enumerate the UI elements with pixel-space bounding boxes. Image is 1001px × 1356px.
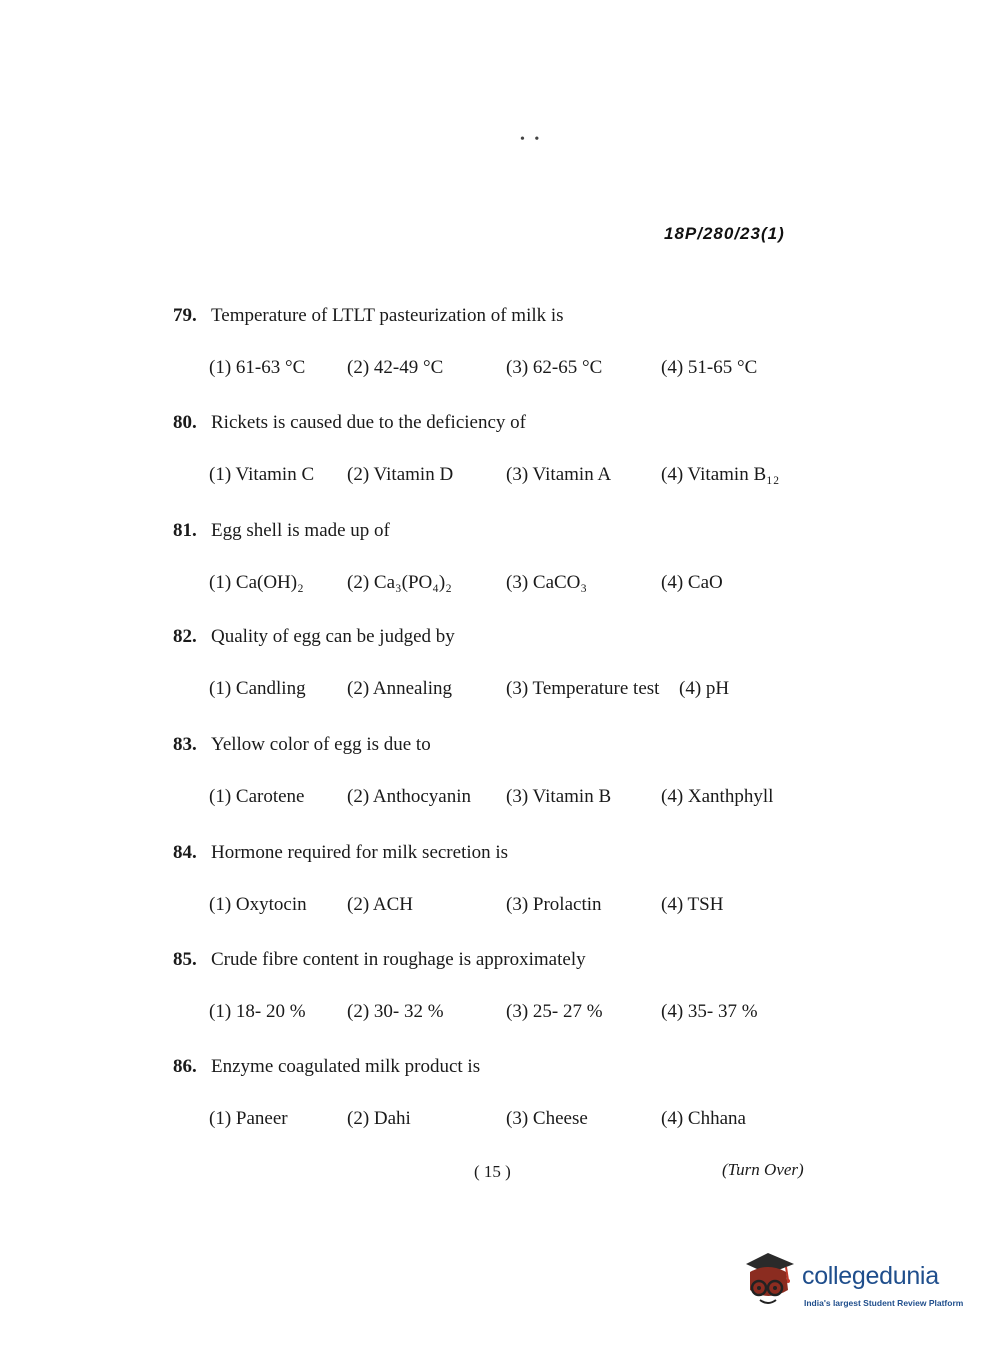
- option-row: [173, 678, 813, 702]
- question-text: Yellow color of egg is due to: [211, 734, 431, 755]
- page-number: ( 15 ): [474, 1162, 511, 1181]
- option-1: (1) Carotene: [209, 786, 305, 807]
- turn-over-note: (Turn Over): [722, 1160, 804, 1179]
- option-row: [173, 786, 813, 810]
- question-84: [173, 842, 813, 918]
- question-83: [173, 734, 813, 810]
- option-3: (3) Temperature test: [506, 678, 660, 699]
- option-1: (1) Paneer: [209, 1108, 288, 1129]
- option-2: (2) Dahi: [347, 1108, 411, 1129]
- option-1: (1) Vitamin C: [209, 464, 315, 485]
- option-4: (4) 51-65 °C: [661, 357, 758, 378]
- option-2: (2) Anthocyanin: [347, 786, 472, 807]
- question-number: 80.: [173, 412, 197, 433]
- question-text: Egg shell is made up of: [211, 520, 390, 541]
- question-number: 79.: [173, 305, 197, 326]
- option-1: (1) Oxytocin: [209, 894, 307, 915]
- option-4: (4) Xanthphyll: [661, 786, 774, 807]
- option-2: (2) Annealing: [347, 678, 453, 699]
- option-3: (3) Cheese: [506, 1108, 588, 1129]
- scan-mark: • •: [520, 132, 543, 147]
- option-row: [173, 464, 813, 488]
- question-text: Hormone required for milk secretion is: [211, 842, 509, 863]
- option-1: (1) Candling: [209, 678, 306, 699]
- option-2: (2) 42-49 °C: [347, 357, 444, 378]
- option-3: (3) 62-65 °C: [506, 357, 603, 378]
- brand-watermark[interactable]: [742, 1250, 967, 1320]
- option-3: (3) CaCO₃: [506, 572, 588, 593]
- option-1: (1) 18- 20 %: [209, 1001, 306, 1022]
- option-2: (2) ACH: [347, 894, 413, 915]
- option-row: [173, 572, 813, 596]
- option-3: (3) 25- 27 %: [506, 1001, 603, 1022]
- question-number: 83.: [173, 734, 197, 755]
- brand-tagline: India's largest Student Review Platform: [804, 1298, 964, 1308]
- question-number: 81.: [173, 520, 197, 541]
- document-code: 18P/280/23(1): [664, 224, 785, 243]
- option-3: (3) Vitamin A: [506, 464, 612, 485]
- question-number: 85.: [173, 949, 197, 970]
- option-row: [173, 1108, 813, 1132]
- brand-name: collegedunia: [802, 1262, 939, 1290]
- question-text: Enzyme coagulated milk product is: [211, 1056, 481, 1077]
- option-3: (3) Prolactin: [506, 894, 602, 915]
- question-number: 84.: [173, 842, 197, 863]
- option-2: (2) Vitamin D: [347, 464, 454, 485]
- option-4: (4) 35- 37 %: [661, 1001, 758, 1022]
- question-82: [173, 626, 813, 702]
- question-79: [173, 305, 813, 381]
- option-1: (1) Ca(OH)₂: [209, 572, 304, 593]
- option-4: (4) TSH: [661, 894, 724, 915]
- question-number: 86.: [173, 1056, 197, 1077]
- option-4: (4) Chhana: [661, 1108, 746, 1129]
- question-86: [173, 1056, 813, 1132]
- option-row: [173, 894, 813, 918]
- option-4: (4) pH: [679, 678, 730, 699]
- question-81: [173, 520, 813, 596]
- question-85: [173, 949, 813, 1025]
- question-number: 82.: [173, 626, 197, 647]
- option-2: (2) Ca₃(PO₄)₂: [347, 572, 452, 593]
- option-4: (4) Vitamin B₁₂: [661, 464, 780, 485]
- option-row: [173, 1001, 813, 1025]
- question-text: Crude fibre content in roughage is approximately: [211, 949, 586, 970]
- question-80: [173, 412, 813, 488]
- mascot-logo-icon: [742, 1250, 798, 1310]
- option-1: (1) 61-63 °C: [209, 357, 306, 378]
- question-text: Rickets is caused due to the deficiency of: [211, 412, 526, 433]
- question-text: Temperature of LTLT pasteurization of milk is: [211, 305, 564, 326]
- question-text: Quality of egg can be judged by: [211, 626, 455, 647]
- option-2: (2) 30- 32 %: [347, 1001, 444, 1022]
- option-3: (3) Vitamin B: [506, 786, 612, 807]
- option-4: (4) CaO: [661, 572, 723, 593]
- option-row: [173, 357, 813, 381]
